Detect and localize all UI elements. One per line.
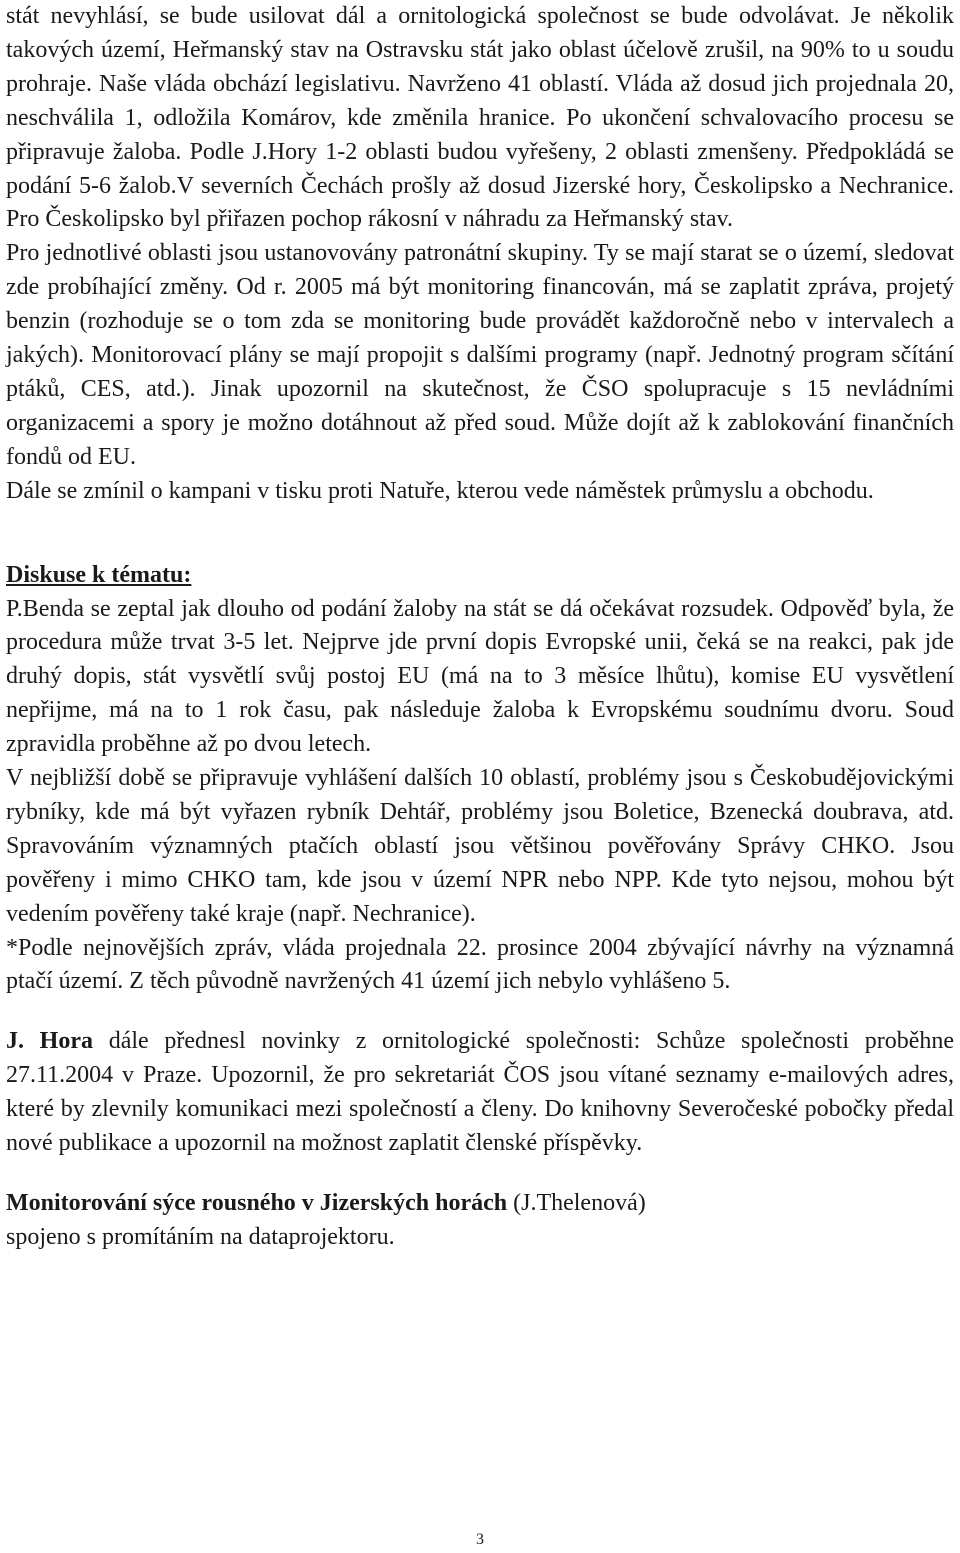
paragraph-monitoring-title [6,1187,954,1221]
paragraph-next-areas: V nejbližší době se připravuje vyhlášení dalších 10 oblastí, problémy jsou s Českobudějovickými rybníky, kde má být vyřazen rybník Dehtář, problémy jsou Boletice, Bzenecká doubrava, atd. Spravováním významných ptačích oblastí jsou většinou pověřovány Správy CHKO. Jsou pověřeny i mimo CHKO tam, kde jsou v území NPR nebo NPP. Kde tyto nejsou, mohou být vedením pověřeny také kraje (např. Nechranice). [6,765,954,927]
paragraph-monitoring-note: spojeno s promítáním na dataprojektoru. [6,1223,395,1250]
monitoring-title: Monitorování sýce rousného v Jizerských horách [6,1190,508,1216]
hora-text: dále přednesl novinky z ornitologické společnosti: Schůze společnosti proběhne 27.11.2004 v Praze. Upozornil, že pro sekretariát ČOS jsou vítané seznamy e-mailových adres, které by zlevnily komunikaci mezi společností a členy. Do knihovny Severočeské pobočky předal nové publikace a upozornil na možnost zaplatit členské příspěvky. [6,1028,955,1157]
paragraph-hora-news [6,1025,954,1161]
paragraph-press-campaign: Dále se zmínil o kampani v tisku proti Natuře, kterou vede náměstek průmyslu a obchodu. [6,477,874,504]
discussion-heading: Diskuse k tématu: [6,561,192,588]
speaker-name: J. Hora [6,1028,94,1055]
spacer [6,1161,954,1187]
spacer [6,999,954,1025]
monitoring-author: (J.Thelenová) [507,1190,646,1216]
paragraph-latest-news: *Podle nejnovějších zpráv, vláda projednala 22. prosince 2004 zbývající návrhy na významná ptačí území. Z těch původně navržených 41 území jich nebylo vyhlášeno 5. [6,934,954,995]
paragraph-patronage-groups: Pro jednotlivé oblasti jsou ustanovovány patronátní skupiny. Ty se mají starat se o území, sledovat zde probíhající změny. Od r. 2005 má být monitoring financován, má se zaplatit zpráva, projetý benzin (rozhoduje se o tom zda se monitoring bude provádět každoročně nebo v intervalech a jakých). Monitorovací plány se mají propojit s dalšími programy (např. Jednotný program sčítání ptáků, CES, atd.). Jinak upozornil na skutečnost, že ČSO spolupracuje s 15 nevládními organizacemi a spory je možno dotáhnout až před soud. Může dojít až k zablokování finančních fondů od EU. [6,240,954,470]
document-page [6,0,954,1255]
spacer [6,509,954,559]
paragraph-natura-status: stát nevyhlásí, se bude usilovat dál a ornitologická společnost se bude odvolávat. Je několik takových území, Heřmanský stav na Ostravsku stát jako oblast účelově zrušil, na 90% to u soudu prohraje. Naše vláda obchází legislativu. Navrženo 41 oblastí. Vláda až dosud jich projednala 20, neschválila 1, odložila Komárov, kde změnila hranice. Po ukončení schvalovacího procesu se připravuje žaloba. Podle J.Hory 1-2 oblasti budou vyřešeny, 2 oblasti zmenšeny. Předpokládá se podání 5-6 žalob.V severních Čechách prošly až dosud Jizerské hory, Českolipsko a Nechranice. Pro Českolipsko byl přiřazen pochop rákosní v náhradu za Heřmanský stav. [6,3,954,233]
paragraph-lawsuit-duration: P.Benda se zeptal jak dlouho od podání žaloby na stát se dá očekávat rozsudek. Odpověď byla, že procedura může trvat 3-5 let. Nejprve jde první dopis Evropské unii, čeká se na reakci, pak jde druhý dopis, stát vysvětlí svůj postoj EU (má na to 3 měsíce lhůtu), komise EU vysvětlení nepřijme, má na to 1 rok času, pak následuje žaloba k Evropskému soudnímu dvoru. Soud zpravidla proběhne až po dvou letech. [6,595,954,758]
page-number: 3 [476,1531,484,1548]
